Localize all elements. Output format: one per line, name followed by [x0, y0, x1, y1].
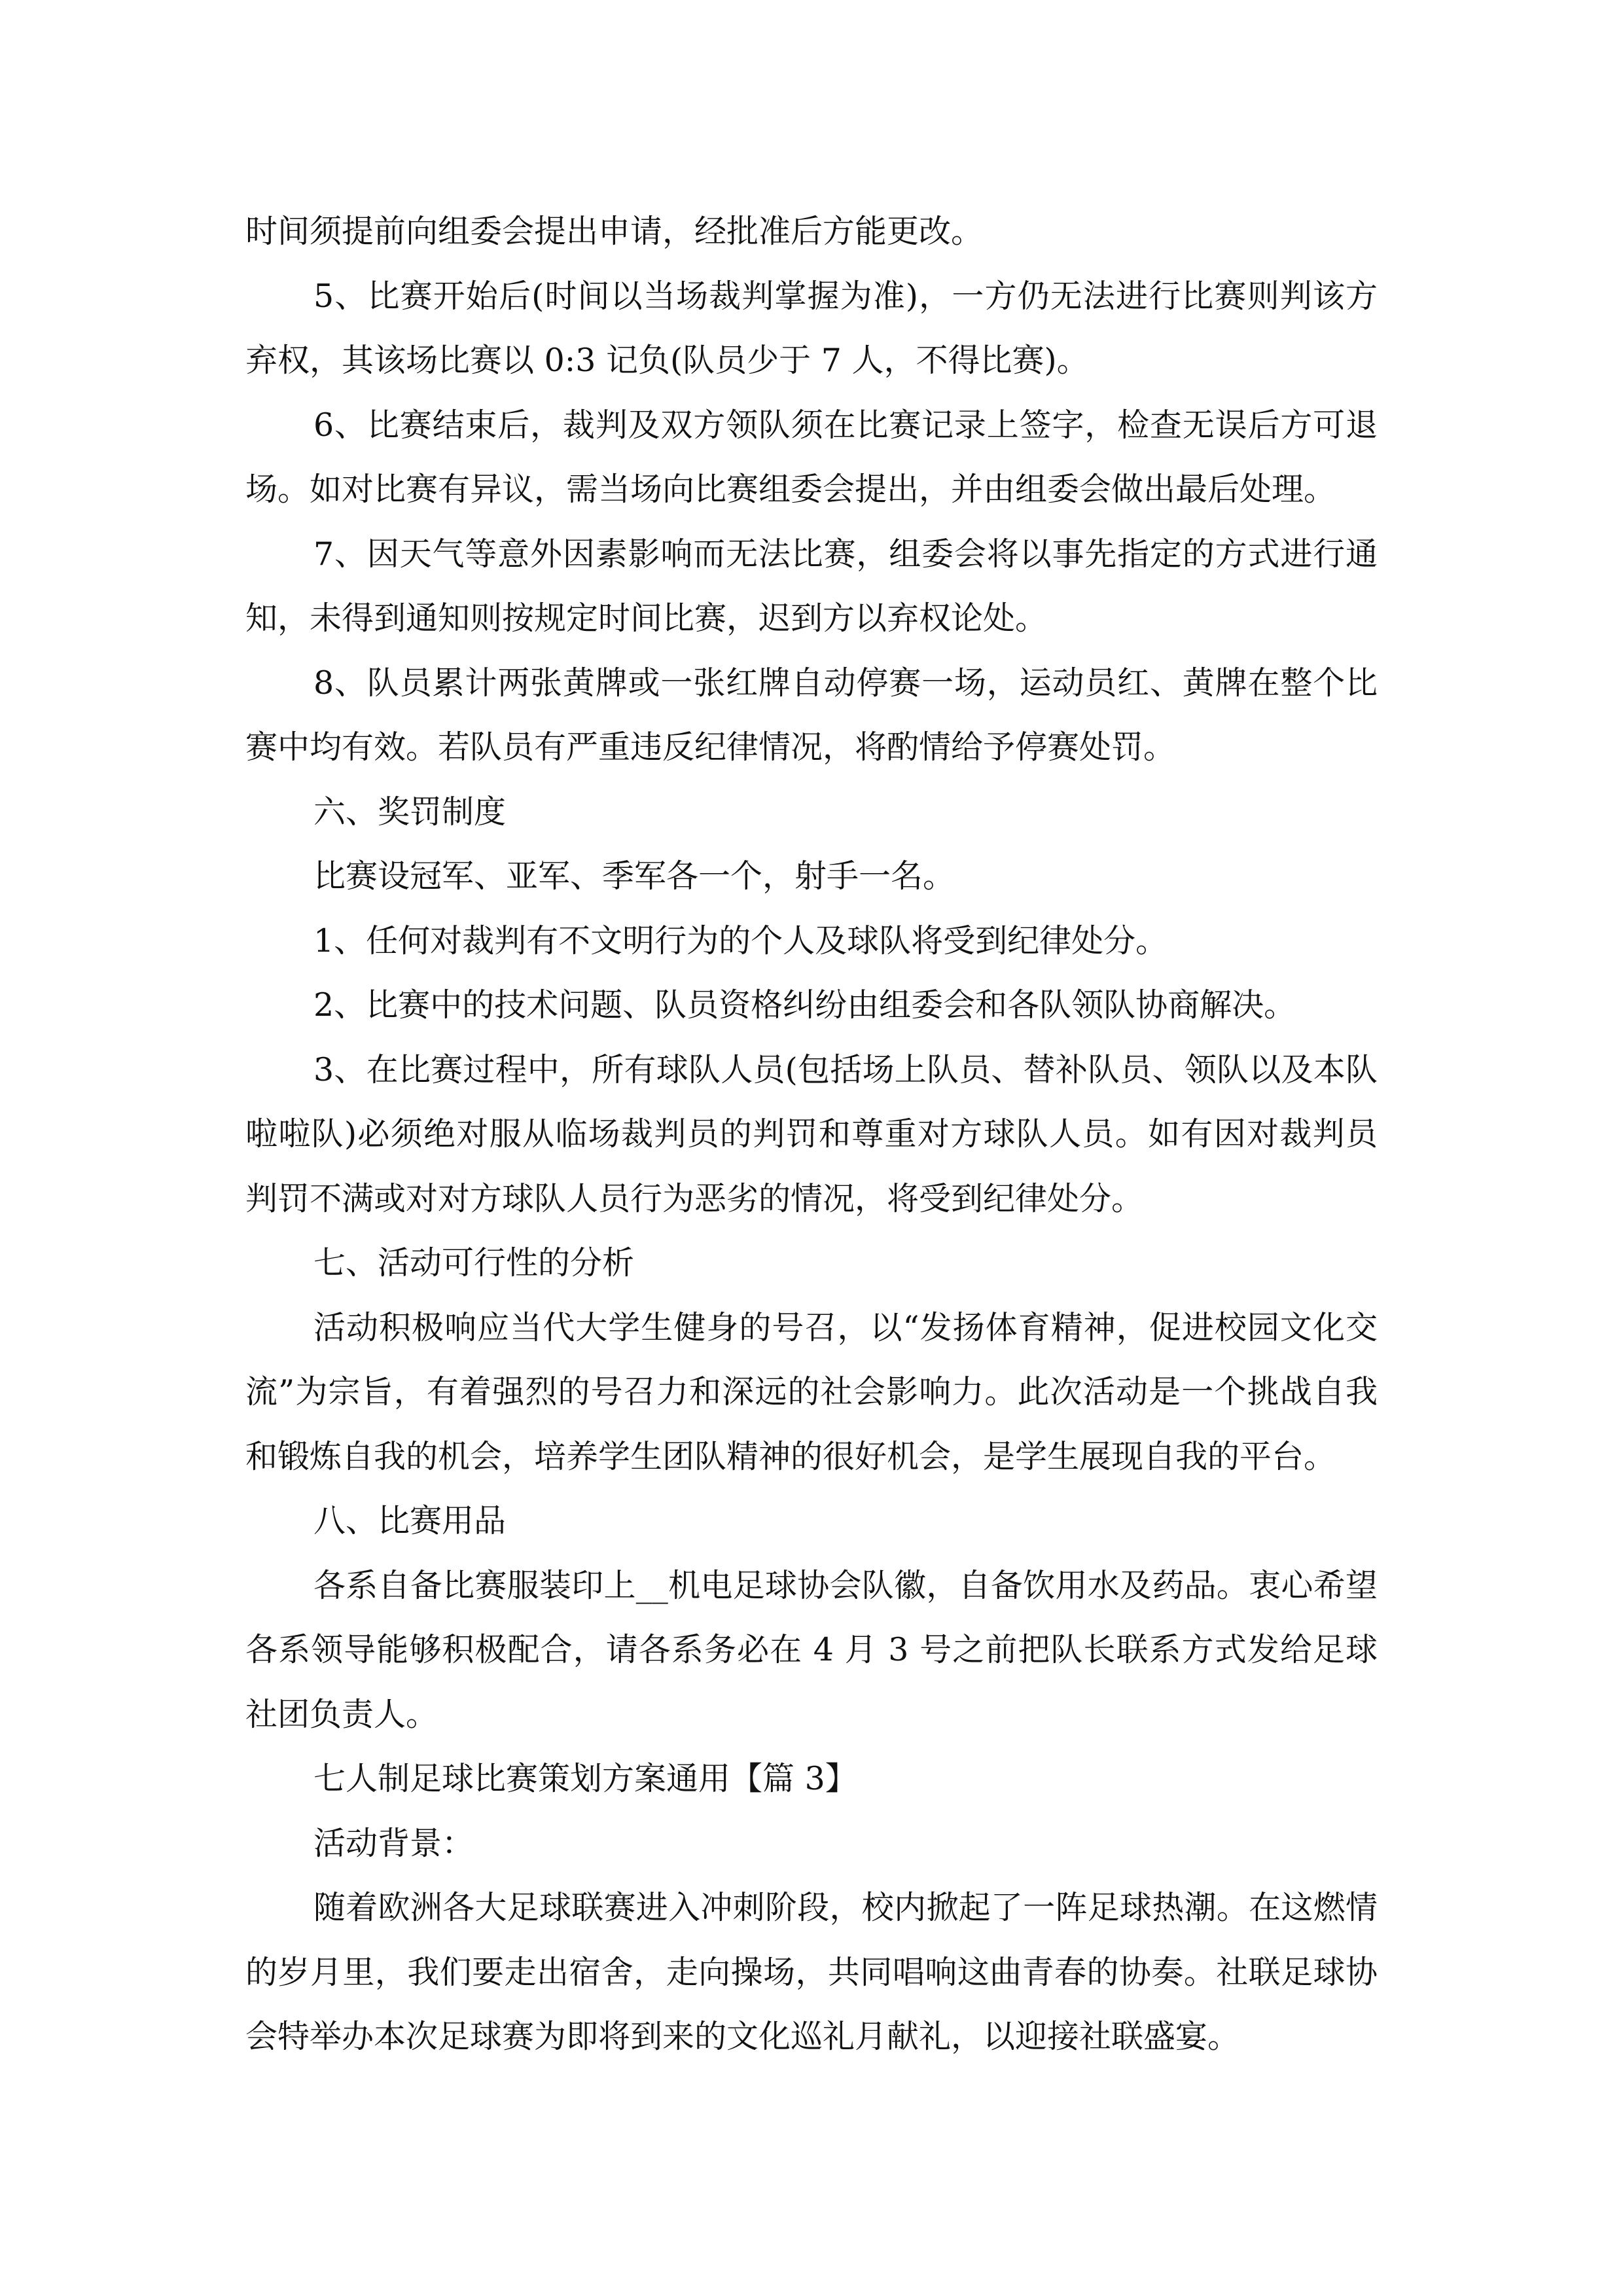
- paragraph-rule-7: 7、因天气等意外因素影响而无法比赛，组委会将以事先指定的方式进行通知，未得到通知则按规定时间比赛，迟到方以弃权论处。: [245, 535, 1378, 637]
- paragraph-penalty-2: 2、比赛中的技术问题、队员资格纠纷由组委会和各队领队协商解决。: [313, 986, 1296, 1024]
- body-text: [245, 200, 1378, 2070]
- paragraph-feasibility: 活动积极响应当代大学生健身的号召，以“发扬体育精神，促进校园文化交流”为宗旨，有着强烈的号召力和深远的社会影响力。此次活动是一个挑战自我和锻炼自我的机会，培养学生团队精神的很好机会，是学生展现自我的平台。: [245, 1308, 1378, 1475]
- paragraph-penalty-1: 1、任何对裁判有不文明行为的个人及球队将受到纪律处分。: [313, 922, 1168, 960]
- paragraph-supplies: 各系自备比赛服装印上__机电足球协会队徽，自备饮用水及药品。衷心希望各系领导能够积极配合，请各系务必在 4 月 3 号之前把队长联系方式发给足球社团负责人。: [245, 1566, 1378, 1733]
- paragraph-awards: 比赛设冠军、亚军、季军各一个，射手一名。: [313, 857, 955, 895]
- paragraph-penalty-3: 3、在比赛过程中，所有球队人员(包括场上队员、替补队员、领队以及本队啦啦队)必须绝对服从临场裁判员的判罚和尊重对方球队人员。如有因对裁判员判罚不满或对对方球队人员行为恶劣的情况，将受到纪律处分。: [245, 1050, 1378, 1217]
- paragraph-background: 随着欧洲各大足球联赛进入冲刺阶段，校内掀起了一阵足球热潮。在这燃情的岁月里，我们要走出宿舍，走向操场，共同唱响这曲青春的协奏。社联足球协会特举办本次足球赛为即将到来的文化巡礼月献礼，以迎接社联盛宴。: [245, 1889, 1378, 2055]
- paragraph-rule-5: 5、比赛开始后(时间以当场裁判掌握为准)，一方仍无法进行比赛则判该方弃权，其该场比赛以 0:3 记负(队员少于 7 人，不得比赛)。: [245, 277, 1378, 379]
- article-title-part-3: 七人制足球比赛策划方案通用【篇 3】: [313, 1760, 857, 1797]
- paragraph-rule-6: 6、比赛结束后，裁判及双方领队须在比赛记录上签字，检查无误后方可退场。如对比赛有异议，需当场向比赛组委会提出，并由组委会做出最后处理。: [245, 406, 1378, 508]
- paragraph-continuation: 时间须提前向组委会提出申请，经批准后方能更改。: [245, 213, 984, 250]
- paragraph-rule-8: 8、队员累计两张黄牌或一张红牌自动停赛一场，运动员红、黄牌在整个比赛中均有效。若队员有严重违反纪律情况，将酌情给予停赛处罚。: [245, 664, 1378, 766]
- section-heading-feasibility: 七、活动可行性的分析: [313, 1244, 635, 1282]
- section-heading-rewards: 六、奖罚制度: [313, 793, 507, 831]
- section-heading-background: 活动背景：: [313, 1824, 474, 1862]
- section-heading-supplies: 八、比赛用品: [313, 1502, 507, 1539]
